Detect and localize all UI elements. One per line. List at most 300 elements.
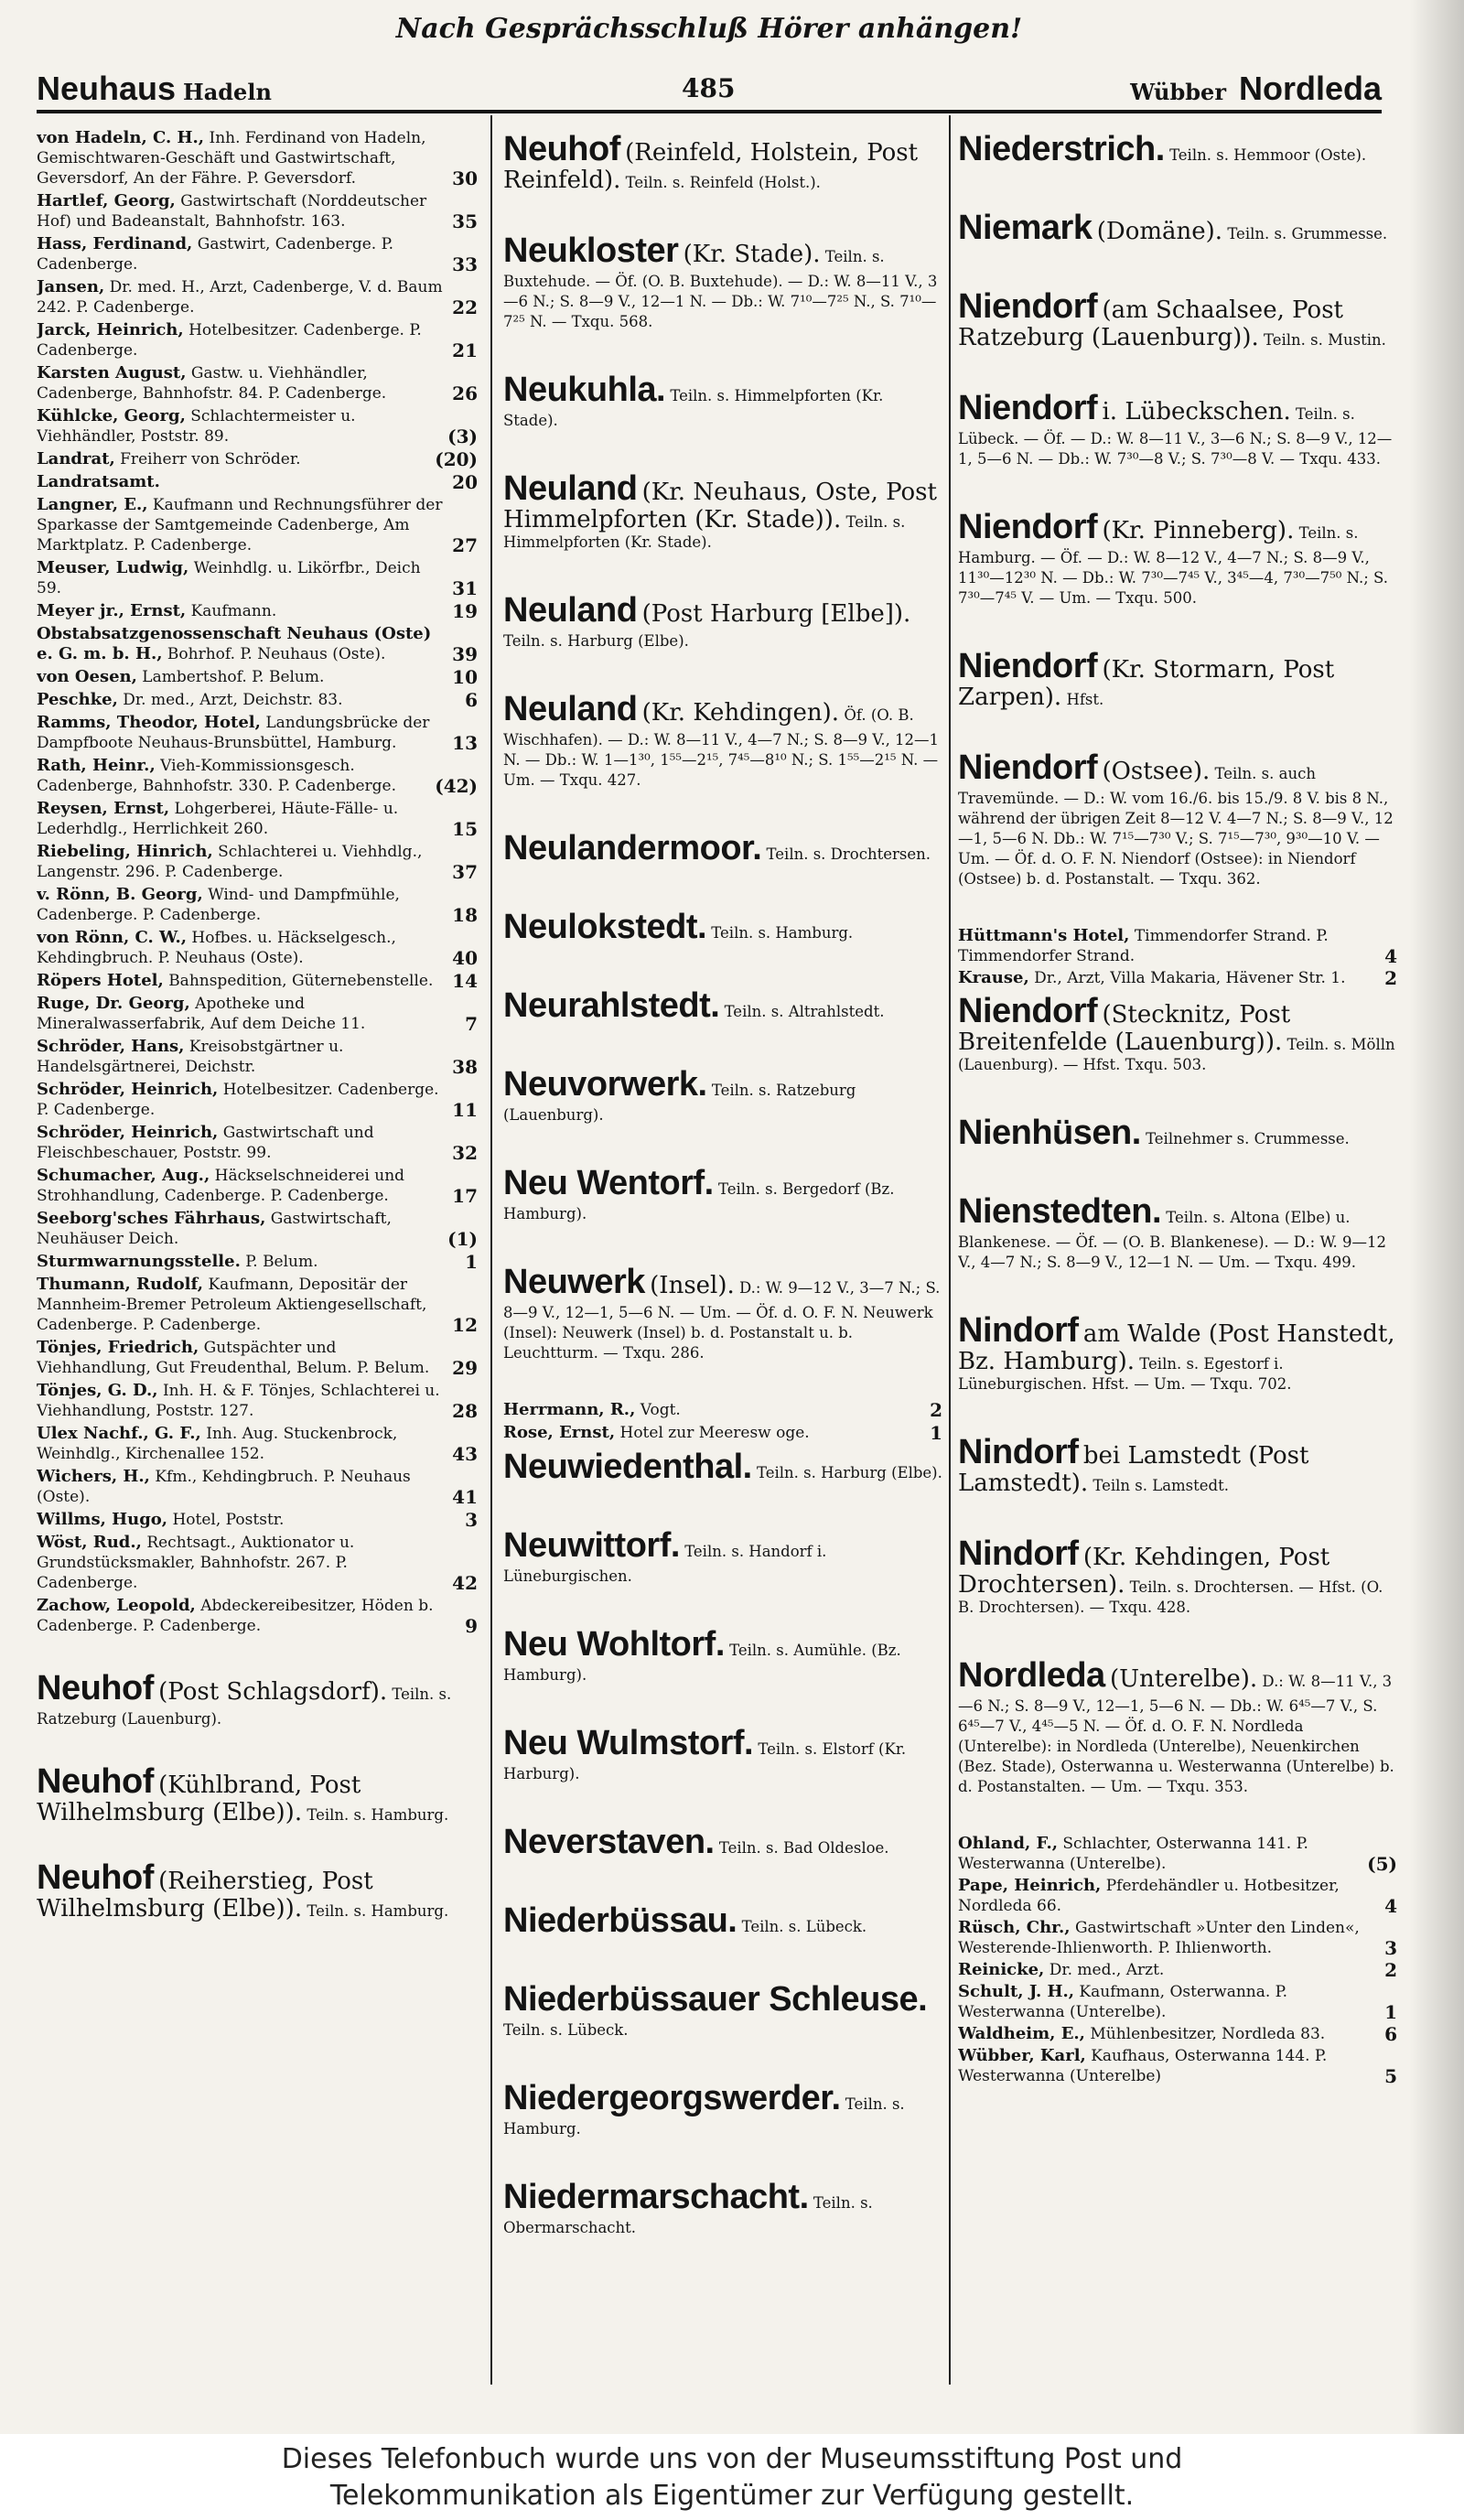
- listing-details: Hotelbesitzer. Cadenberge. P. Cadenberge.: [37, 321, 422, 360]
- place-heading: [958, 387, 1397, 469]
- listing-entry: [37, 1510, 478, 1530]
- place-details: Teiln. s. Hamburg.: [307, 1902, 449, 1920]
- listing-details: Bohrhof. P. Neuhaus (Oste).: [167, 645, 386, 663]
- listing-name: Ramms, Theodor, Hotel,: [37, 713, 261, 732]
- listing-details: Gastwirtschaft »Unter den Linden«, Westerende-Ihlienworth. P. Ihlienworth.: [958, 1919, 1360, 1957]
- footer-line-1: Dieses Telefonbuch wurde uns von der Museumsstiftung Post und: [281, 2443, 1183, 2475]
- place-name: Neuland: [503, 591, 638, 630]
- listing-name: Seeborg'sches Fährhaus,: [37, 1209, 266, 1228]
- listing-details: Landungsbrücke der Dampfboote Neuhaus-Brunsbüttel, Hamburg.: [37, 714, 430, 752]
- place-details: Teilnehmer s. Crummesse.: [1146, 1130, 1350, 1147]
- place-heading: [958, 1190, 1397, 1273]
- phone-number: 6: [465, 689, 478, 711]
- listing-entry: [37, 601, 478, 621]
- listing-details: Schlachter, Osterwanna 141. P. Westerwanna (Unterelbe).: [958, 1835, 1308, 1873]
- place-qualifier: (Insel).: [650, 1272, 735, 1299]
- phone-number: 14: [452, 970, 478, 992]
- listing-name: Meuser, Ludwig,: [37, 558, 189, 577]
- listing-entry: [37, 1037, 478, 1077]
- listing-entry: [37, 690, 478, 710]
- header-right-main: Nordleda: [1238, 70, 1382, 107]
- place-name: Neuhof: [37, 1762, 154, 1801]
- place-details: Teiln. s. Himmelpforten (Kr. Stade).: [503, 513, 906, 551]
- place-qualifier: (Kr. Stormarn, Post Zarpen).: [958, 656, 1335, 711]
- place-heading: [503, 1821, 942, 1863]
- place-name: Neuland: [503, 690, 638, 728]
- place-qualifier: am Walde (Post Hanstedt, Bz. Hamburg).: [958, 1320, 1395, 1375]
- listing-entry: [958, 2046, 1397, 2086]
- listing-name: Rüsch, Chr.,: [958, 1918, 1071, 1937]
- phone-number: 26: [452, 382, 478, 404]
- listing-details: Dr. med., Arzt.: [1049, 1961, 1165, 1979]
- place-heading: [503, 589, 942, 652]
- phone-number: 12: [452, 1314, 478, 1336]
- listing-name: Ohland, F.,: [958, 1834, 1058, 1853]
- place-heading: [958, 990, 1397, 1075]
- listing-name: Willms, Hugo,: [37, 1510, 168, 1529]
- place-details: Teiln. s. Hemmoor (Oste).: [1169, 146, 1367, 164]
- listing-entry: [37, 713, 478, 753]
- listing-entry: [37, 1166, 478, 1206]
- listing-details: Kaufhaus, Osterwanna 144. P. Westerwanna (Unterelbe): [958, 2047, 1328, 2085]
- listing-details: P. Belum.: [245, 1253, 318, 1271]
- listing-name: Sturmwarnungsstelle.: [37, 1252, 241, 1271]
- place-details: Teiln. s. Lübeck.: [741, 1918, 867, 1935]
- listing-name: Reinicke,: [958, 1960, 1045, 1979]
- phone-number: 41: [452, 1486, 478, 1508]
- place-name: Niendorf: [958, 287, 1098, 326]
- phone-number: 9: [465, 1615, 478, 1637]
- place-name: Neuhof: [503, 130, 620, 168]
- listing-details: Vogt.: [640, 1401, 681, 1419]
- listing-entry: [503, 1400, 942, 1420]
- listing-name: Hüttmann's Hotel,: [958, 926, 1130, 945]
- listing-details: Abdeckereibesitzer, Höden b. Cadenberge. P. Cadenberge.: [37, 1597, 434, 1635]
- place-details: Teiln. s. Hamburg.: [503, 2095, 905, 2138]
- listing-details: Kaufmann, Osterwanna. P. Westerwanna (Unterelbe).: [958, 1983, 1288, 2021]
- place-details: Hfst.: [1066, 691, 1104, 708]
- phone-number: 2: [1384, 1959, 1397, 1981]
- place-qualifier: (Kühlbrand, Post Wilhelmsburg (Elbe)).: [37, 1772, 361, 1826]
- place-name: Neuwiedenthal.: [503, 1448, 752, 1486]
- place-name: Nienhüsen.: [958, 1114, 1141, 1152]
- listing-details: Freiherr von Schröder.: [120, 450, 301, 468]
- place-qualifier: bei Lamstedt (Post Lamstedt).: [958, 1442, 1309, 1497]
- listing-entry: [37, 971, 478, 991]
- running-header: [37, 64, 1382, 110]
- phone-number: 1: [465, 1251, 478, 1273]
- listing-entry: [37, 1209, 478, 1249]
- listing-name: Röpers Hotel,: [37, 971, 164, 990]
- place-qualifier: (Kr. Stade).: [683, 241, 821, 268]
- listing-name: Zachow, Leopold,: [37, 1596, 196, 1615]
- place-name: Nienstedten.: [958, 1192, 1162, 1231]
- listing-entry: [37, 1080, 478, 1120]
- listing-entry: [958, 926, 1397, 966]
- listing-name: Schult, J. H.,: [958, 1982, 1075, 2001]
- place-heading: [503, 1063, 942, 1125]
- phone-number: 42: [452, 1572, 478, 1594]
- listing-entry: [37, 667, 478, 687]
- listing-details: Hotel zur Meeresw oge.: [619, 1424, 810, 1442]
- place-name: Neurahlstedt.: [503, 986, 720, 1025]
- place-heading: [37, 1667, 478, 1729]
- place-heading: [503, 1978, 942, 2041]
- phone-number: 40: [452, 947, 478, 969]
- place-heading: [958, 1533, 1397, 1618]
- listing-details: Timmendorfer Strand. P. Timmendorfer Strand.: [958, 927, 1329, 965]
- phone-number: 19: [452, 600, 478, 622]
- listing-name: Peschke,: [37, 690, 118, 709]
- place-name: Neuwittorf.: [503, 1526, 680, 1565]
- listing-details: Gastwirt, Cadenberge. P. Cadenberge.: [37, 235, 394, 274]
- listing-name: von Oesen,: [37, 667, 137, 686]
- phone-number: 1: [1384, 2001, 1397, 2023]
- column-2: [503, 128, 942, 2388]
- phone-number: 2: [1384, 967, 1397, 989]
- phone-number: 5: [1384, 2065, 1397, 2087]
- place-heading: [958, 128, 1397, 170]
- place-qualifier: (Kr. Pinneberg).: [1102, 517, 1295, 544]
- listing-entry: [37, 449, 478, 469]
- place-heading: [503, 1722, 942, 1784]
- place-heading: [503, 985, 942, 1027]
- listing-name: Schumacher, Aug.,: [37, 1166, 210, 1185]
- phone-number: 35: [452, 210, 478, 232]
- phone-number: 39: [452, 643, 478, 665]
- listing-name: Reysen, Ernst,: [37, 799, 170, 818]
- listing-name: Jarck, Heinrich,: [37, 320, 184, 339]
- place-details: D.: W. 9—12 V., 3—7 N.; S. 8—9 V., 12—1, 5—6 N. — Um. — Öf. d. O. F. N. Neuwerk (Insel): Neuwerk (Insel) b. d. Postanstalt u. b. Leuchtturm. — Txqu. 286.: [503, 1279, 941, 1362]
- place-details: Teiln. s. Harburg (Elbe).: [503, 632, 689, 650]
- phone-number: 38: [452, 1056, 478, 1078]
- listing-details: Inh. Ferdinand von Hadeln, Gemischtwaren-Geschäft und Gastwirtschaft, Geversdorf, An der Fähre. P. Geversdorf.: [37, 129, 426, 188]
- place-name: Nindorf: [958, 1433, 1079, 1471]
- phone-number: 43: [452, 1443, 478, 1465]
- listing-entry: [958, 1960, 1397, 1980]
- listing-entry: [37, 885, 478, 925]
- phone-number: 32: [452, 1142, 478, 1164]
- phone-number: 4: [1384, 1895, 1397, 1917]
- place-name: Neu Wentorf.: [503, 1164, 714, 1202]
- listing-details: Gastwirtschaft und Fleischbeschauer, Poststr. 99.: [37, 1124, 374, 1162]
- place-qualifier: (Kr. Kehdingen, Post Drochtersen).: [958, 1544, 1330, 1599]
- place-name: Neukuhla.: [503, 371, 666, 409]
- place-heading: [503, 1623, 942, 1685]
- place-heading: [503, 128, 942, 193]
- listing-details: Dr. med. H., Arzt, Cadenberge, V. d. Baum 242. P. Cadenberge.: [37, 278, 443, 317]
- listing-details: Kreisobstgärtner u. Handelsgärtnerei, Deichstr.: [37, 1038, 344, 1076]
- listing-name: v. Rönn, B. Georg,: [37, 885, 203, 904]
- listing-entry: [37, 799, 478, 839]
- page-number: 485: [682, 73, 736, 103]
- listing-details: Bahnspedition, Güternebenstelle.: [168, 972, 434, 990]
- phone-number: 6: [1384, 2023, 1397, 2045]
- place-details: Teiln. s. Hamburg.: [307, 1806, 449, 1824]
- listing-name: Schröder, Heinrich,: [37, 1123, 219, 1142]
- place-heading: [503, 1524, 942, 1587]
- place-details: Teiln. s. Bad Oldesloe.: [718, 1839, 889, 1857]
- place-heading: [503, 2176, 942, 2238]
- listing-entry: [37, 1467, 478, 1507]
- listing-details: Inh. Aug. Stuckenbrock, Weinhdlg., Kirchenallee 152.: [37, 1425, 398, 1463]
- place-heading: [958, 1654, 1397, 1797]
- listing-name: Langner, E.,: [37, 495, 148, 514]
- place-name: Niendorf: [958, 647, 1098, 685]
- listing-name: Kühlcke, Georg,: [37, 406, 186, 425]
- listing-name: Ruge, Dr. Georg,: [37, 994, 190, 1013]
- listing-details: Kaufmann und Rechnungsführer der Sparkasse der Samtgemeinde Cadenberge, Am Marktplatz. P. Cadenberge.: [37, 496, 443, 555]
- phone-number: 10: [452, 666, 478, 688]
- listing-name: Tönjes, Friedrich,: [37, 1338, 199, 1357]
- phone-number: 3: [1384, 1937, 1397, 1959]
- place-heading: [503, 2077, 942, 2139]
- phone-number: 4: [1384, 945, 1397, 967]
- place-name: Niendorf: [958, 508, 1098, 546]
- column-divider-2: [949, 115, 951, 2385]
- place-details: Teiln. s. Hamburg.: [711, 924, 854, 942]
- listing-entry: [37, 1533, 478, 1593]
- place-qualifier: (Post Schlagsdorf).: [158, 1678, 388, 1706]
- listing-name: Landratsamt.: [37, 472, 160, 491]
- place-details: Teiln. s. Himmelpforten (Kr. Stade).: [503, 387, 884, 429]
- place-qualifier: (Reiherstieg, Post Wilhelmsburg (Elbe)).: [37, 1868, 373, 1922]
- listing-name: Tönjes, G. D.,: [37, 1381, 158, 1400]
- place-details: Teiln. s. auch Travemünde. — D.: W. vom 16./6. bis 15./9. 8 V. bis 8 N., während der übrigen Zeit 8—12 V. 4—7 N.; S. 8—9 V., 12—1, 5—6 N. Db.: W. 7¹⁵—7³⁰ V.; S. 7¹⁵—7³⁰, 9³⁰—10 V. — Um. — Öf. d. O. F. N. Niendorf (Ostsee): in Niendorf (Ostsee) b. d. Postanstalt. — Txqu. 362.: [958, 765, 1394, 888]
- place-heading: [958, 645, 1397, 710]
- listing-name: Hartlef, Georg,: [37, 191, 176, 210]
- place-name: Niendorf: [958, 992, 1098, 1030]
- phone-number: (20): [435, 448, 478, 470]
- place-details: Teiln. s. Mölln (Lauenburg). — Hfst. Txqu. 503.: [958, 1036, 1395, 1073]
- place-name: Neulandermoor.: [503, 829, 762, 867]
- phone-number: 31: [452, 577, 478, 599]
- footer-line-2: Telekommunikation als Eigentümer zur Verfügung gestellt.: [329, 2480, 1135, 2512]
- listing-details: Kaufmann.: [190, 602, 277, 620]
- listing-name: Ulex Nachf., G. F.,: [37, 1424, 201, 1443]
- place-heading: [37, 1857, 478, 1922]
- listing-details: Pferdehändler u. Hotbesitzer, Nordleda 66.: [958, 1877, 1340, 1915]
- phone-number: 33: [452, 253, 478, 275]
- phone-number: (1): [447, 1228, 478, 1250]
- place-details: Teiln. s. Drochtersen. — Hfst. (O. B. Drochtersen). — Txqu. 428.: [958, 1578, 1383, 1616]
- listing-entry: [958, 1834, 1397, 1874]
- place-heading: [958, 285, 1397, 350]
- listing-entry: [37, 234, 478, 275]
- listing-entry: [37, 495, 478, 555]
- listing-entry: [37, 1424, 478, 1464]
- phone-number: 15: [452, 818, 478, 840]
- page-edge-shadow: [1409, 0, 1464, 2434]
- listing-name: von Rönn, C. W.,: [37, 928, 187, 947]
- place-details: Teiln. s. Hamburg. — Öf. — D.: W. 8—12 V., 4—7 N.; S. 8—9 V., 11³⁰—12³⁰ N. — Db.: W. 7³⁰—7⁴⁵ V., 3⁴⁵—4, 7³⁰—7⁵⁰ N.; S. 7³⁰—7⁴⁵ V. — Um. — Txqu. 500.: [958, 524, 1388, 607]
- listing-details: Weinhdlg. u. Likörfbr., Deich 59.: [37, 559, 421, 598]
- listing-entry: [37, 1596, 478, 1636]
- place-details: Teiln. s. Egestorf i. Lüneburgischen. Hfst. — Um. — Txqu. 702.: [958, 1355, 1292, 1393]
- listing-details: Mühlenbesitzer, Nordleda 83.: [1090, 2025, 1326, 2043]
- column-divider-1: [490, 115, 492, 2385]
- place-heading: [958, 1431, 1397, 1496]
- listing-name: Rath, Heinr.,: [37, 756, 156, 775]
- place-heading: [503, 906, 942, 948]
- listing-name: Herrmann, R.,: [503, 1400, 636, 1419]
- listing-entry: [958, 2024, 1397, 2044]
- place-qualifier: (Kr. Kehdingen).: [641, 699, 840, 727]
- place-name: Neukloster: [503, 232, 679, 270]
- column-3: [958, 128, 1397, 2388]
- phone-number: 2: [930, 1399, 942, 1421]
- place-qualifier: (Stecknitz, Post Breitenfelde (Lauenburg)).: [958, 1001, 1291, 1056]
- place-details: Teiln. s. Elstorf (Kr. Harburg).: [503, 1740, 907, 1782]
- place-name: Niendorf: [958, 748, 1098, 787]
- listing-entry: [37, 320, 478, 361]
- top-instruction: Nach Gesprächsschluß Hörer anhängen!: [395, 13, 1023, 45]
- place-name: Niederbüssauer Schleuse.: [503, 1980, 928, 2019]
- phone-number: 30: [452, 167, 478, 189]
- place-details: Teiln. s. Lübeck. — Öf. — D.: W. 8—11 V., 3—6 N.; S. 8—9 V., 12—1, 5—6 N. — Db.: W. 7³⁰—8 V.; S. 7³⁰—8 V. — Txqu. 433.: [958, 405, 1393, 468]
- place-heading: [503, 688, 942, 791]
- header-left-sub: Hadeln: [183, 79, 272, 105]
- place-details: Teiln s. Lamstedt.: [1093, 1477, 1229, 1494]
- listing-details: Dr., Arzt, Villa Makaria, Hävener Str. 1.: [1034, 969, 1346, 987]
- listing-name: Schröder, Hans,: [37, 1037, 185, 1056]
- place-details: Teiln. s. Ratzeburg (Lauenburg).: [37, 1685, 452, 1728]
- listing-entry: [503, 1423, 942, 1443]
- listing-name: Rose, Ernst,: [503, 1423, 616, 1442]
- phone-number: 37: [452, 861, 478, 883]
- listing-name: Wöst, Rud.,: [37, 1533, 142, 1552]
- place-details: Teiln. s. Mustin.: [1263, 331, 1386, 349]
- listing-details: Hotelbesitzer. Cadenberge. P. Cadenberge.: [37, 1081, 439, 1119]
- listing-name: Hass, Ferdinand,: [37, 234, 193, 253]
- place-qualifier: (Post Harburg [Elbe]).: [641, 600, 911, 628]
- phone-number: 18: [452, 904, 478, 926]
- footer-notice: [0, 2434, 1464, 2520]
- listing-entry: [958, 1876, 1397, 1916]
- place-name: Neverstaven.: [503, 1823, 715, 1861]
- place-name: Niederstrich.: [958, 130, 1165, 168]
- place-name: Neuwerk: [503, 1263, 645, 1301]
- place-details: Teiln. s. Ratzeburg (Lauenburg).: [503, 1082, 856, 1124]
- place-details: Teiln. s. Harburg (Elbe).: [756, 1464, 942, 1481]
- place-qualifier: (am Schaalsee, Post Ratzeburg (Lauenburg)).: [958, 296, 1343, 351]
- phone-number: 1: [930, 1422, 942, 1444]
- listing-name: Karsten August,: [37, 363, 187, 382]
- listing-entry: [37, 928, 478, 968]
- column-1: [37, 128, 478, 2388]
- listing-details: Schlachterei u. Viehhdlg., Langenstr. 296. P. Cadenberge.: [37, 843, 423, 881]
- listing-entry: [37, 558, 478, 598]
- listing-details: Hofbes. u. Häckselgesch., Kehdingbruch. P. Neuhaus (Oste).: [37, 929, 396, 967]
- place-details: Teiln. s. Altrahlstedt.: [724, 1003, 885, 1020]
- header-right: [1130, 70, 1382, 108]
- place-details: Teiln. s. Aumühle. (Bz. Hamburg).: [503, 1642, 901, 1684]
- phone-number: (5): [1367, 1853, 1397, 1875]
- listing-name: Wichers, H.,: [37, 1467, 150, 1486]
- phone-number: 13: [452, 732, 478, 754]
- place-heading: [958, 506, 1397, 608]
- listing-entry: [37, 756, 478, 796]
- place-name: Niendorf: [958, 389, 1098, 427]
- listing-entry: [37, 994, 478, 1034]
- phone-number: 3: [465, 1509, 478, 1531]
- phone-number: (42): [435, 775, 478, 797]
- header-right-sub: Wübber: [1130, 79, 1226, 105]
- place-details: Teiln. s. Reinfeld (Holst.).: [625, 174, 821, 191]
- place-name: Neuhof: [37, 1858, 154, 1897]
- phone-number: 27: [452, 534, 478, 556]
- place-qualifier: i. Lübeckschen.: [1102, 398, 1291, 425]
- listing-name: Meyer jr., Ernst,: [37, 601, 187, 620]
- place-heading: [958, 1309, 1397, 1395]
- listing-entry: [37, 472, 478, 492]
- phone-number: 29: [452, 1357, 478, 1379]
- phone-number: 21: [452, 339, 478, 361]
- phone-number: 17: [452, 1185, 478, 1207]
- place-heading: [503, 1446, 942, 1488]
- phone-number: 7: [465, 1013, 478, 1035]
- phone-number: 20: [452, 471, 478, 493]
- listing-entry: [37, 363, 478, 404]
- listing-entry: [37, 842, 478, 882]
- listing-entry: [37, 406, 478, 447]
- phone-number: 28: [452, 1400, 478, 1422]
- place-name: Niemark: [958, 209, 1093, 247]
- place-details: Teiln. s. Buxtehude. — Öf. (O. B. Buxtehude). — D.: W. 8—11 V., 3—6 N.; S. 8—9 V., 12—1 N. — Db.: W. 7¹⁰—7²⁵ N., S. 7¹⁰—7²⁵ N. — Txqu. 568.: [503, 248, 938, 330]
- place-name: Nordleda: [958, 1656, 1105, 1695]
- place-details: D.: W. 8—11 V., 3—6 N.; S. 8—9 V., 12—1, 5—6 N. — Db.: W. 6⁴⁵—7 V., S. 6⁴⁵—7 V., 4⁴⁵—5 N. — Öf. d. O. F. N. Nordleda (Unterelbe): in Nordleda (Unterelbe), Neuenkirchen (Bez. Stade), Osterwanna u. Westerwanna (Unterelbe) b. d. Postanstalten. — Um. — Txqu. 353.: [958, 1673, 1394, 1795]
- listing-details: Häckselschneiderei und Strohhandlung, Cadenberge. P. Cadenberge.: [37, 1167, 405, 1205]
- place-details: Öf. (O. B. Wischhafen). — D.: W. 8—11 V., 4—7 N.; S. 8—9 V., 12—1 N. — Db.: W. 1—1³⁰, 1⁵⁵—2¹⁵, 7⁴⁵—8¹⁰ N.; S. 1⁵⁵—2¹⁵ N. — Um. — Txqu. 427.: [503, 706, 940, 789]
- place-details: Teiln. s. Lübeck.: [503, 2021, 629, 2039]
- listing-name: Landrat,: [37, 449, 115, 468]
- place-name: Niedermarschacht.: [503, 2178, 809, 2216]
- listing-name: Schröder, Heinrich,: [37, 1080, 219, 1099]
- listing-name: Jansen,: [37, 277, 105, 296]
- header-left-main: Neuhaus: [37, 70, 177, 107]
- listing-entry: [37, 624, 478, 664]
- place-heading: [503, 468, 942, 553]
- place-qualifier: (Ostsee).: [1102, 758, 1211, 785]
- place-name: Nindorf: [958, 1311, 1079, 1350]
- place-heading: [958, 207, 1397, 249]
- listing-details: Gastwirtschaft, Neuhäuser Deich.: [37, 1210, 392, 1248]
- listing-entry: [37, 128, 478, 188]
- place-heading: [503, 1261, 942, 1363]
- place-details: Teiln. s. Grummesse.: [1227, 225, 1388, 242]
- listing-details: Apotheke und Mineralwasserfabrik, Auf dem Deiche 11.: [37, 995, 366, 1033]
- place-details: Teiln. s. Obermarschacht.: [503, 2194, 873, 2236]
- place-heading: [503, 230, 942, 332]
- place-heading: [503, 369, 942, 431]
- listing-name: Riebeling, Hinrich,: [37, 842, 213, 861]
- listing-details: Wind- und Dampfmühle, Cadenberge. P. Cadenberge.: [37, 886, 400, 924]
- listing-name: Thumann, Rudolf,: [37, 1275, 204, 1294]
- place-name: Niederbüssau.: [503, 1901, 737, 1940]
- place-details: Teiln. s. Bergedorf (Bz. Hamburg).: [503, 1180, 895, 1222]
- place-name: Neu Wohltorf.: [503, 1625, 725, 1664]
- listing-details: Hotel, Poststr.: [172, 1511, 285, 1529]
- listing-entry: [37, 277, 478, 318]
- place-name: Neulokstedt.: [503, 908, 707, 946]
- listing-entry: [37, 1338, 478, 1378]
- place-name: Neu Wulmstorf.: [503, 1724, 754, 1762]
- header-left: [37, 70, 272, 108]
- place-name: Niedergeorgswerder.: [503, 2079, 841, 2117]
- place-details: Teiln. s. Drochtersen.: [766, 845, 931, 863]
- place-heading: [37, 1761, 478, 1825]
- place-qualifier: (Domäne).: [1096, 218, 1223, 245]
